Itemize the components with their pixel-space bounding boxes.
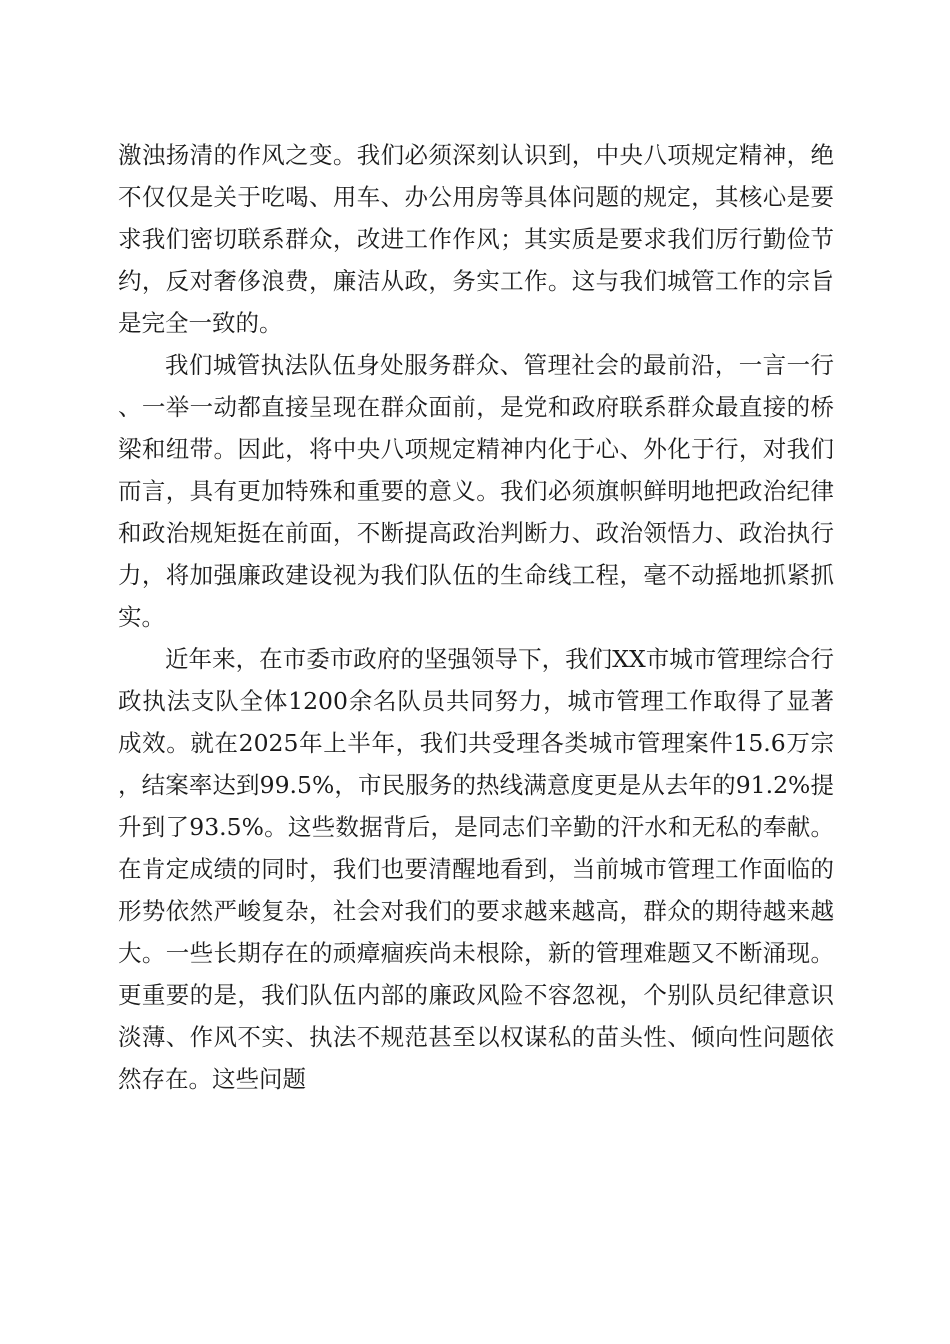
paragraph-frontline-role: 我们城管执法队伍身处服务群众、管理社会的最前沿，一言一行、一举一动都直接呈现在群众面前，是党和政府联系群众最直接的桥梁和纽带。因此，将中央八项规定精神内化于心、外化于行，对我们而言，具有更加特殊和重要的意义。我们必须旗帜鲜明地把政治纪律和政治规矩挺在前面，不断提高政治判断力、政治领悟力、政治执行力，将加强廉政建设视为我们队伍的生命线工程，毫不动摇地抓紧抓实。 xyxy=(118,351,834,631)
document-body xyxy=(118,134,834,1100)
paragraph-continuation: 激浊扬清的作风之变。我们必须深刻认识到，中央八项规定精神，绝不仅仅是关于吃喝、用车、办公用房等具体问题的规定，其核心是要求我们密切联系群众，改进工作作风；其实质是要求我们厉行勤俭节约，反对奢侈浪费，廉洁从政，务实工作。这与我们城管工作的宗旨是完全一致的。 xyxy=(118,141,834,337)
paragraph-achievements-and-risks: 近年来，在市委市政府的坚强领导下，我们XX市城市管理综合行政执法支队全体1200余名队员共同努力，城市管理工作取得了显著成效。就在2025年上半年，我们共受理各类城市管理案件15.6万宗，结案率达到99.5%，市民服务的热线满意度更是从去年的91.2%提升到了93.5%。这些数据背后，是同志们辛勤的汗水和无私的奉献。在肯定成绩的同时，我们也要清醒地看到，当前城市管理工作面临的形势依然严峻复杂，社会对我们的要求越来越高，群众的期待越来越大。一些长期存在的顽瘴痼疾尚未根除，新的管理难题又不断涌现。更重要的是，我们队伍内部的廉政风险不容忽视，个别队员纪律意识淡薄、作风不实、执法不规范甚至以权谋私的苗头性、倾向性问题依然存在。这些问题 xyxy=(118,645,834,1093)
